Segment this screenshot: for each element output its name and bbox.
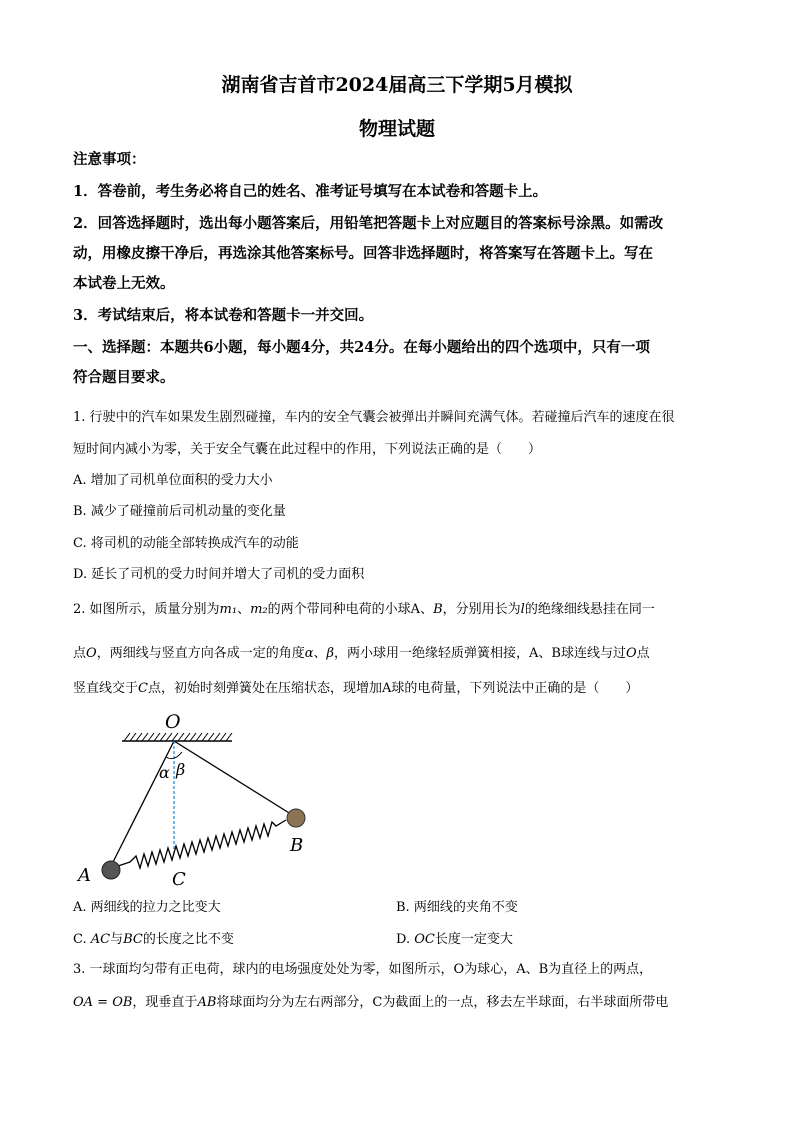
q2-option-d: D. OC长度一定变大 [396, 932, 513, 947]
string-oa [111, 741, 174, 866]
q2-option-b: B. 两细线的夹角不变 [396, 900, 518, 915]
q1-option-d: D. 延长了司机的受力时间并增大了司机的受力面积 [73, 567, 365, 582]
exam-subtitle: 物理试题 [358, 118, 435, 140]
label-b: B [290, 835, 304, 856]
pendulum-spring-figure [70, 708, 330, 893]
q2-option-c: C. AC与BC的长度之比不变 [73, 932, 234, 947]
label-beta: β [176, 760, 186, 779]
length-l: l [520, 602, 525, 617]
label-alpha: α [159, 763, 170, 782]
q2-stem-line-2: 点O，两细线与竖直方向各成一定的角度α、β，两小球用一绝缘轻质弹簧相接，A、B球连线与过O点 [73, 646, 650, 661]
notice-heading: 注意事项： [73, 151, 146, 168]
section-heading-line-2: 符合题目要求。 [73, 369, 175, 386]
q2-option-a: A. 两细线的拉力之比变大 [73, 900, 221, 915]
ball-b-label: B [433, 602, 443, 617]
notice-item-2-line-3: 本试卷上无效。 [73, 275, 175, 292]
ceiling-hatch [124, 733, 232, 741]
angle-alpha: α [304, 646, 314, 661]
label-o: O [165, 711, 181, 733]
q1-stem-line-2: 短时间内减小为零，关于安全气囊在此过程中的作用，下列说法正确的是（ ） [73, 442, 542, 457]
q3-equation: OA = OB [73, 995, 133, 1010]
point-c: C [138, 681, 148, 696]
q2-stem-line-3: 竖直线交于C点，初始时刻弹簧处在压缩状态，现增加A球的电荷量，下列说法中正确的是（ ） [73, 681, 639, 696]
spring-zigzag [118, 820, 286, 868]
notice-item-2-line-2: 动，用橡皮擦干净后，再选涂其他答案标号。回答非选择题时，将答案写在答题卡上。写在 [73, 245, 653, 262]
notice-item-2-line-1: 2．回答选择题时，选出每小题答案后，用铅笔把答题卡上对应题目的答案标号涂黑。如需改 [73, 215, 664, 232]
notice-item-3: 3．考试结束后，将本试卷和答题卡一并交回。 [73, 307, 374, 324]
q1-stem-line-1: 1. 行驶中的汽车如果发生剧烈碰撞，车内的安全气囊会被弹出并瞬间充满气体。若碰撞后汽车的速度在很 [73, 410, 675, 425]
q1-option-c: C. 将司机的动能全部转换成汽车的动能 [73, 536, 299, 551]
ball-a-label: A [410, 602, 421, 617]
label-a: A [78, 865, 91, 886]
q1-option-a: A. 增加了司机单位面积的受力大小 [73, 473, 273, 488]
exam-title: 湖南省吉首市2024届高三下学期5月模拟 [221, 74, 573, 96]
q3-stem-line-1: 3. 一球面均匀带有正电荷，球内的电场强度处处为零，如图所示，O为球心，A、B为直径上的两点， [73, 962, 653, 977]
q3-stem-line-2: OA = OB，现垂直于AB将球面均分为左右两部分，C为截面上的一点，移去左半球面，右半球面所带电 [73, 995, 669, 1010]
mass-m2: m₂ [250, 602, 268, 617]
label-c: C [172, 869, 186, 890]
mass-m1: m₁ [219, 602, 238, 617]
string-ob [174, 741, 294, 816]
notice-item-1: 1．答卷前，考生务必将自己的姓名、准考证号填写在本试卷和答题卡上。 [73, 183, 548, 200]
ball-a [102, 861, 120, 879]
point-o-2: O [625, 646, 637, 661]
q1-option-b: B. 减少了碰撞前后司机动量的变化量 [73, 504, 286, 519]
angle-beta: β [326, 646, 335, 661]
section-heading-line-1: 一、选择题：本题共6小题，每小题4分，共24分。在每小题给出的四个选项中，只有一项 [73, 339, 650, 356]
q2-stem-line-1: 2. 如图所示，质量分别为m₁、m₂的两个带同种电荷的小球A、B，分别用长为l的绝缘细线悬挂在同一 [73, 602, 655, 617]
ball-b [287, 809, 305, 827]
point-o: O [86, 646, 97, 661]
